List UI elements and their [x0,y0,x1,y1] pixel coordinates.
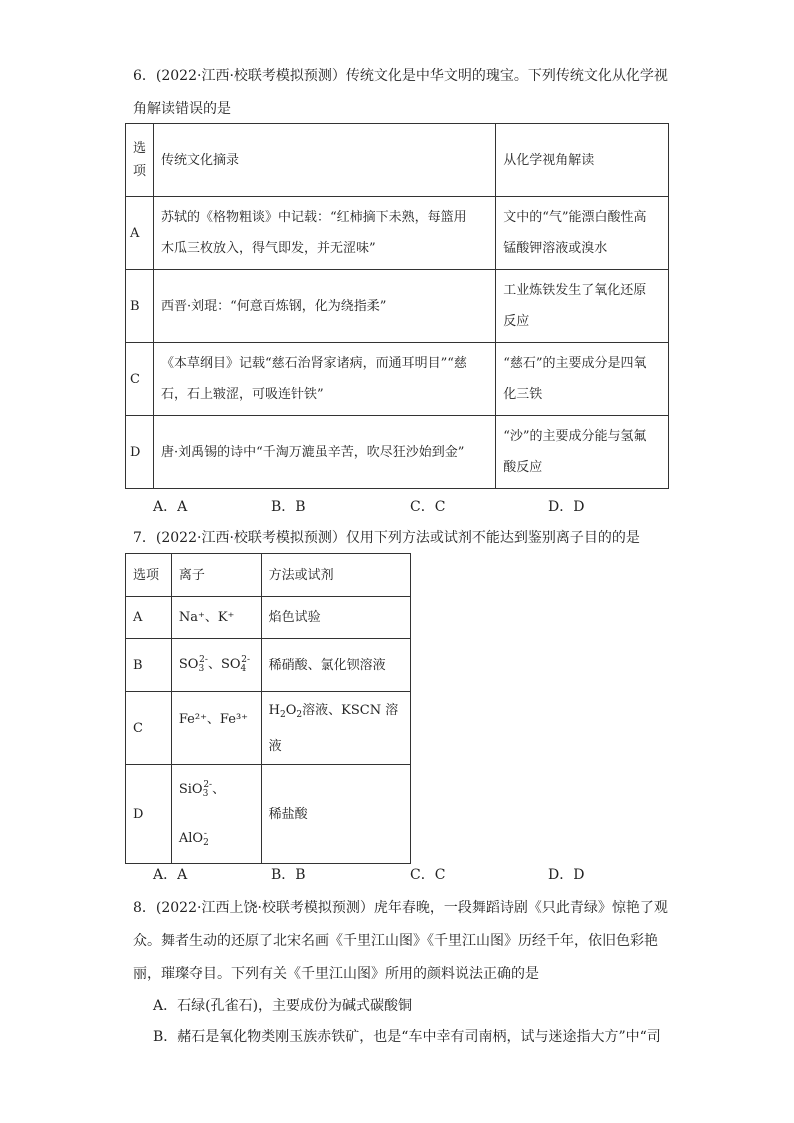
row-ion: Na⁺、K⁺ [171,597,261,639]
table-row [126,765,411,864]
row-option: D [126,765,172,864]
col-ion-header: 离子 [171,554,261,597]
row-method: 焰色试验 [261,597,410,639]
row-method: $H_2O_2$溶液、KSCN 溶 液 [261,692,410,765]
row-excerpt: 唐·刘禹锡的诗中“千淘万漉虽辛苦，吹尽狂沙始到金” [153,416,495,489]
option-b[interactable]: B．B [271,499,306,515]
row-option: D [126,416,154,489]
table-header-row [126,554,411,597]
table-header-row [126,124,669,197]
option-d[interactable]: D．D [548,499,585,515]
q7-stem: 7．(2022·江西·校联考模拟预测）仅用下列方法或试剂不能达到鉴别离子目的的是 [133,530,640,546]
row-explanation: “慈石”的主要成分是四氧 化三铁 [496,343,669,416]
col-option-header: 选项 [126,554,172,597]
q8-option-b[interactable]: B．赭石是氧化物类刚玉族赤铁矿，也是“车中幸有司南柄，试与迷途指大方”中“司 [153,1029,661,1045]
row-ion: Fe²⁺、Fe³⁺ [171,692,261,765]
table-row [126,270,669,343]
table-row [126,343,669,416]
option-c[interactable]: C．C [410,867,446,883]
table-row [126,639,411,692]
option-c[interactable]: C．C [410,499,446,515]
row-option: C [126,692,172,765]
q6-stem-line1: 6．(2022·江西·校联考模拟预测）传统文化是中华文明的瑰宝。下列传统文化从化学视 [133,68,668,84]
q8-stem-line1: 8．(2022·江西上饶·校联考模拟预测）虎年春晚，一段舞蹈诗剧《只此青绿》惊艳了观 [133,900,668,916]
row-excerpt: 西晋·刘琨：“何意百炼钢，化为绕指柔” [153,270,495,343]
row-excerpt: 苏轼的《格物粗谈》中记载：“红柿摘下未熟，每篮用 木瓜三枚放入，得气即发，并无涩味” [153,197,495,270]
q8-stem-line3: 丽，璀璨夺目。下列有关《千里江山图》所用的颜料说法正确的是 [133,966,539,982]
table-row [126,197,669,270]
table-row [126,597,411,639]
table-row [126,416,669,489]
row-ion: $SO_3^{2-}$、$SO_4^{2-}$ [171,639,261,692]
option-d[interactable]: D．D [548,867,585,883]
row-method: 稀硝酸、氯化钡溶液 [261,639,410,692]
row-option: B [126,270,154,343]
row-explanation: 工业炼铁发生了氧化还原 反应 [496,270,669,343]
q6-stem-line2: 角解读错误的是 [133,101,231,117]
col-explanation-header: 从化学视角解读 [496,124,669,197]
table-row [126,692,411,765]
row-ion: SiO$_3^{2-}$、 AlO$_2$- [171,765,261,864]
q8-option-a[interactable]: A．石绿(孔雀石)，主要成份为碱式碳酸铜 [153,998,413,1014]
col-excerpt-header: 传统文化摘录 [153,124,495,197]
row-option: C [126,343,154,416]
row-explanation: “沙”的主要成分能与氢氟 酸反应 [496,416,669,489]
row-option: A [126,597,172,639]
row-excerpt: 《本草纲目》记载“慈石治肾家诸病，而通耳明目”“慈 石，石上皲涩，可吸连针铁” [153,343,495,416]
row-option: B [126,639,172,692]
option-a[interactable]: A．A [153,867,188,883]
q6-table [125,123,669,489]
col-method-header: 方法或试剂 [261,554,410,597]
q8-stem-line2: 众。舞者生动的还原了北宋名画《千里江山图》《千里江山图》历经千年，依旧色彩艳 [133,933,658,949]
q7-table [125,553,411,864]
row-option: A [126,197,154,270]
option-b[interactable]: B．B [271,867,306,883]
col-option-header: 选项 [126,124,154,197]
option-a[interactable]: A．A [153,499,188,515]
row-method: 稀盐酸 [261,765,410,864]
row-explanation: 文中的“气”能漂白酸性高 锰酸钾溶液或溴水 [496,197,669,270]
